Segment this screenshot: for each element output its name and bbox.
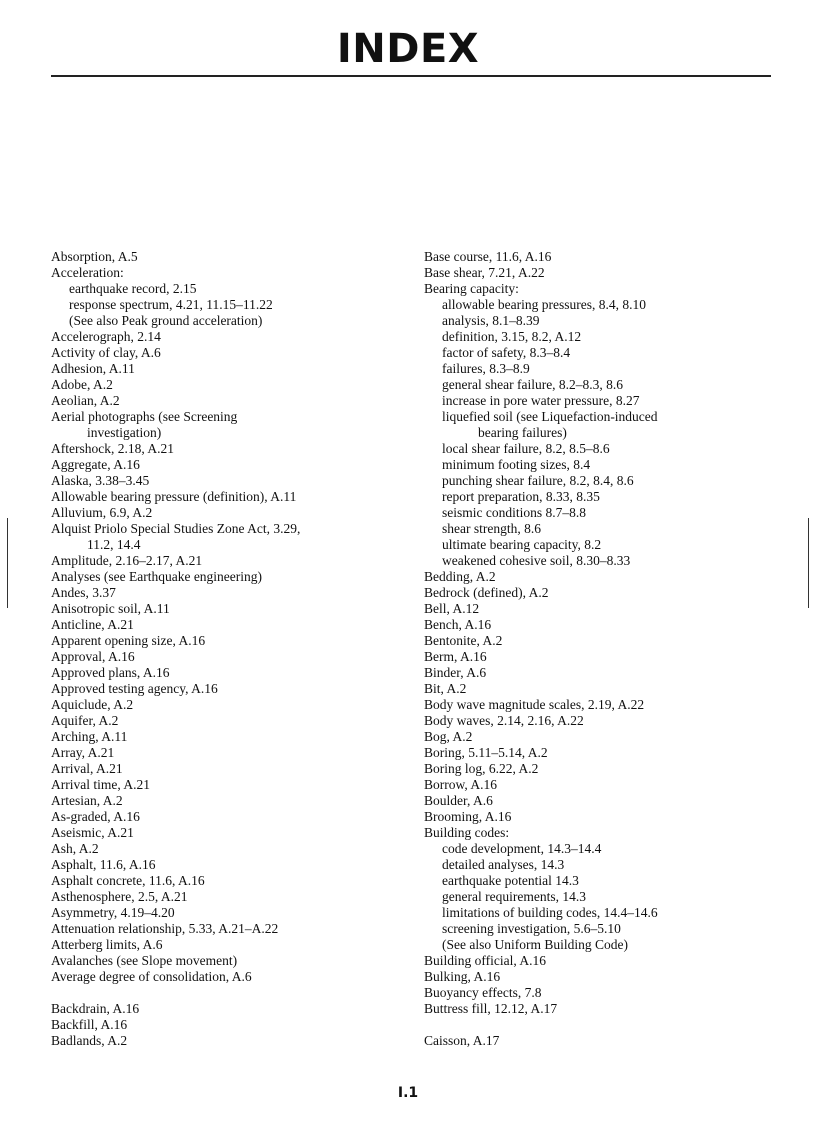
- index-entry: Avalanches (see Slope movement): [51, 953, 238, 968]
- index-entry: Arrival time, A.21: [51, 777, 150, 792]
- index-entry: Array, A.21: [51, 745, 115, 760]
- index-entry: Caisson, A.17: [424, 1033, 500, 1048]
- index-entry: Arching, A.11: [51, 729, 128, 744]
- title-rule: [51, 75, 771, 77]
- index-entry: Aggregate, A.16: [51, 457, 140, 472]
- index-entry: Arrival, A.21: [51, 761, 123, 776]
- index-column-left: [51, 249, 411, 1049]
- index-subentry: screening investigation, 5.6–5.10: [442, 921, 621, 936]
- index-entry: Aftershock, 2.18, A.21: [51, 441, 174, 456]
- index-entry: Boring log, 6.22, A.2: [424, 761, 539, 776]
- index-entry: Aquifer, A.2: [51, 713, 119, 728]
- index-entry: Berm, A.16: [424, 649, 487, 664]
- index-entry: Amplitude, 2.16–2.17, A.21: [51, 553, 203, 568]
- index-entry: Artesian, A.2: [51, 793, 123, 808]
- index-subentry: seismic conditions 8.7–8.8: [442, 505, 586, 520]
- index-entry: Aquiclude, A.2: [51, 697, 134, 712]
- index-entry: Andes, 3.37: [51, 585, 116, 600]
- page-number: I.1: [397, 1085, 419, 1101]
- index-subentry: punching shear failure, 8.2, 8.4, 8.6: [442, 473, 634, 488]
- index-entry: Aerial photographs (see Screening: [51, 409, 238, 424]
- index-subentry: local shear failure, 8.2, 8.5–8.6: [442, 441, 610, 456]
- index-entry: Backdrain, A.16: [51, 1001, 140, 1016]
- index-entry: Asphalt concrete, 11.6, A.16: [51, 873, 205, 888]
- index-entry: Body wave magnitude scales, 2.19, A.22: [424, 697, 645, 712]
- index-entry: As-graded, A.16: [51, 809, 140, 824]
- index-entry: Asphalt, 11.6, A.16: [51, 857, 156, 872]
- index-subentry: response spectrum, 4.21, 11.15–11.22: [69, 297, 273, 312]
- index-entry: Allowable bearing pressure (definition), A.11: [51, 489, 297, 504]
- index-subentry: earthquake potential 14.3: [442, 873, 579, 888]
- index-entry: Approved plans, A.16: [51, 665, 170, 680]
- index-entry: Boring, 5.11–5.14, A.2: [424, 745, 548, 760]
- index-entry: Building codes:: [424, 825, 510, 840]
- index-subentry: shear strength, 8.6: [442, 521, 541, 536]
- index-entry: Acceleration:: [51, 265, 124, 280]
- index-entry: Anticline, A.21: [51, 617, 134, 632]
- index-subentry: bearing failures): [478, 425, 567, 440]
- index-entry: Atterberg limits, A.6: [51, 937, 163, 952]
- index-entry: Asymmetry, 4.19–4.20: [51, 905, 175, 920]
- index-entry: Bentonite, A.2: [424, 633, 503, 648]
- index-entry: Asthenosphere, 2.5, A.21: [51, 889, 188, 904]
- index-entry: Aseismic, A.21: [51, 825, 134, 840]
- index-entry: Bulking, A.16: [424, 969, 501, 984]
- page-title: INDEX: [336, 26, 480, 72]
- index-subentry: increase in pore water pressure, 8.27: [442, 393, 640, 408]
- index-subentry: report preparation, 8.33, 8.35: [442, 489, 600, 504]
- index-entry: Alquist Priolo Special Studies Zone Act, 3.29,: [51, 521, 301, 536]
- index-entry: Boulder, A.6: [424, 793, 493, 808]
- index-entry: Borrow, A.16: [424, 777, 497, 792]
- index-entry: Binder, A.6: [424, 665, 487, 680]
- index-entry: Bearing capacity:: [424, 281, 519, 296]
- index-subentry: weakened cohesive soil, 8.30–8.33: [442, 553, 631, 568]
- scan-edge-mark-right: [808, 518, 809, 608]
- index-entry: Activity of clay, A.6: [51, 345, 161, 360]
- index-entry: Alaska, 3.38–3.45: [51, 473, 150, 488]
- index-subentry: liquefied soil (see Liquefaction-induced: [442, 409, 658, 424]
- index-entry: Bedrock (defined), A.2: [424, 585, 549, 600]
- index-entry: Bell, A.12: [424, 601, 480, 616]
- index-subentry: definition, 3.15, 8.2, A.12: [442, 329, 582, 344]
- index-entry: Bedding, A.2: [424, 569, 496, 584]
- index-gap: [424, 1017, 784, 1033]
- index-subentry: investigation): [87, 425, 162, 440]
- index-entry: Average degree of consolidation, A.6: [51, 969, 252, 984]
- index-entry: Base shear, 7.21, A.22: [424, 265, 545, 280]
- index-subentry: code development, 14.3–14.4: [442, 841, 602, 856]
- index-subentry: ultimate bearing capacity, 8.2: [442, 537, 602, 552]
- index-subentry: allowable bearing pressures, 8.4, 8.10: [442, 297, 646, 312]
- index-subentry: general shear failure, 8.2–8.3, 8.6: [442, 377, 624, 392]
- index-entry: Analyses (see Earthquake engineering): [51, 569, 263, 584]
- index-entry: Bog, A.2: [424, 729, 473, 744]
- index-gap: [51, 985, 411, 1001]
- index-entry: Buoyancy effects, 7.8: [424, 985, 542, 1000]
- index-entry: Base course, 11.6, A.16: [424, 249, 552, 264]
- index-entry: Building official, A.16: [424, 953, 546, 968]
- index-entry: Backfill, A.16: [51, 1017, 128, 1032]
- index-subentry: minimum footing sizes, 8.4: [442, 457, 591, 472]
- index-entry: Alluvium, 6.9, A.2: [51, 505, 153, 520]
- index-subentry: detailed analyses, 14.3: [442, 857, 565, 872]
- index-entry: Bench, A.16: [424, 617, 492, 632]
- index-entry: Absorption, A.5: [51, 249, 138, 264]
- index-entry: Adhesion, A.11: [51, 361, 135, 376]
- index-entry: Brooming, A.16: [424, 809, 512, 824]
- index-entry: Badlands, A.2: [51, 1033, 128, 1048]
- scan-edge-mark-left: [7, 518, 8, 608]
- index-subentry: (See also Peak ground acceleration): [69, 313, 263, 328]
- index-entry: Bit, A.2: [424, 681, 467, 696]
- index-entry: Aeolian, A.2: [51, 393, 120, 408]
- index-entry: Attenuation relationship, 5.33, A.21–A.22: [51, 921, 279, 936]
- index-entry: Buttress fill, 12.12, A.17: [424, 1001, 558, 1016]
- index-subentry: factor of safety, 8.3–8.4: [442, 345, 571, 360]
- index-subentry: general requirements, 14.3: [442, 889, 586, 904]
- index-subentry: analysis, 8.1–8.39: [442, 313, 540, 328]
- index-entry: Body waves, 2.14, 2.16, A.22: [424, 713, 584, 728]
- index-subentry: 11.2, 14.4: [87, 537, 141, 552]
- index-subentry: (See also Uniform Building Code): [442, 937, 628, 952]
- index-entry: Approval, A.16: [51, 649, 135, 664]
- index-column-right: [424, 249, 784, 1049]
- index-entry: Ash, A.2: [51, 841, 99, 856]
- index-subentry: limitations of building codes, 14.4–14.6: [442, 905, 658, 920]
- index-entry: Apparent opening size, A.16: [51, 633, 206, 648]
- index-subentry: earthquake record, 2.15: [69, 281, 197, 296]
- index-subentry: failures, 8.3–8.9: [442, 361, 530, 376]
- index-entry: Accelerograph, 2.14: [51, 329, 161, 344]
- index-entry: Approved testing agency, A.16: [51, 681, 218, 696]
- index-entry: Anisotropic soil, A.11: [51, 601, 170, 616]
- index-entry: Adobe, A.2: [51, 377, 113, 392]
